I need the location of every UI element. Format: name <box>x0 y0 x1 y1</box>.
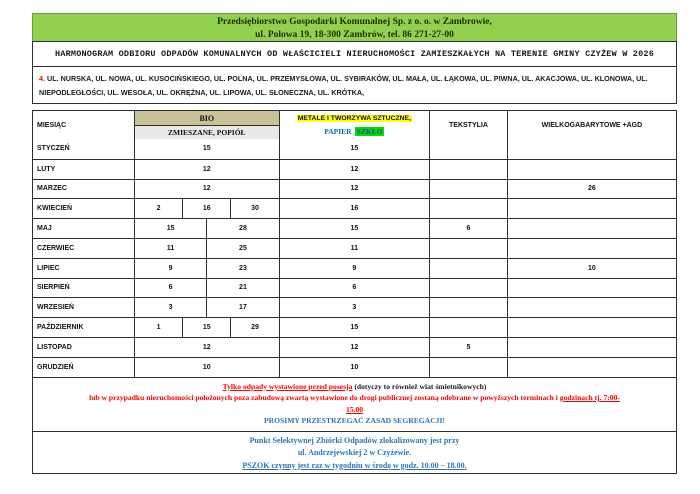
pszok-hours: PSZOK czynny jest raz w tygodniu w środę w godz. 10.00 – 18.00. <box>242 460 467 470</box>
bio-date: 17 <box>206 298 278 317</box>
note-only-curbside: Tylko odpady wystawione przed posesja <box>222 381 353 391</box>
month-cell: LUTY <box>37 165 56 173</box>
wielkogabarytowe-cell <box>507 298 676 317</box>
bio-date: 30 <box>230 199 278 218</box>
bio-dates <box>135 358 279 377</box>
wielkogabarytowe-cell: 10 <box>507 259 676 278</box>
bio-date: 29 <box>230 318 278 337</box>
bio-date: 1 <box>156 324 161 332</box>
bio-date: 21 <box>206 279 278 298</box>
col-header-tekstylia: TEKSTYLIA <box>429 111 507 139</box>
bio-dates <box>135 219 279 238</box>
bio-date: 10 <box>202 363 211 371</box>
schedule-row <box>33 278 676 298</box>
bio-date: 15 <box>166 225 175 233</box>
wielkogabarytowe-cell <box>507 338 676 357</box>
bio-date: 23 <box>206 259 278 278</box>
tekstylia-cell <box>429 259 507 278</box>
metale-cell: 3 <box>279 298 429 317</box>
bio-date: 12 <box>202 343 211 351</box>
note-sheds: (dotyczy to również wiat śmietnikowych) <box>352 381 487 391</box>
schedule-row <box>33 218 676 238</box>
wielkogabarytowe-cell <box>507 318 676 337</box>
tekstylia-cell: 6 <box>429 219 507 238</box>
note-line-1 <box>33 381 676 393</box>
bio-dates <box>135 139 279 159</box>
col-header-papier-szklo-row <box>280 125 429 138</box>
metale-cell: 15 <box>279 219 429 238</box>
month-cell: SIERPIEŃ <box>37 284 70 292</box>
schedule-row <box>33 337 676 357</box>
bio-date: 12 <box>202 185 211 193</box>
month-cell: WRZESIEŃ <box>37 304 74 312</box>
wielkogabarytowe-cell <box>507 219 676 238</box>
wielkogabarytowe-cell <box>507 279 676 298</box>
col-header-metale-row <box>280 111 429 125</box>
bio-cell <box>134 219 279 238</box>
bio-date: 15 <box>182 318 230 337</box>
schedule-table-header <box>33 111 676 139</box>
pszok-line-1: Punkt Selektywnej Zbiórki Odpadów zlokalizowany jest przy <box>249 435 460 445</box>
wielkogabarytowe-cell <box>507 239 676 258</box>
pszok-line-2: ul. Andrzejewskiej 2 w Czyżewie. <box>297 448 412 458</box>
schedule-row <box>33 198 676 218</box>
bio-cell <box>134 199 279 218</box>
bio-cell <box>134 298 279 317</box>
tekstylia-cell: 5 <box>429 338 507 357</box>
schedule-row <box>33 258 676 278</box>
bio-cell <box>134 139 279 159</box>
bio-dates <box>135 338 279 357</box>
month-cell: GRUDZIEŃ <box>37 363 74 371</box>
month-cell: MAJ <box>37 225 52 233</box>
schedule-title: HARMONOGRAM ODBIORU ODPADÓW KOMUNALNYCH OD WŁAŚCICIELI NIERUCHOMOŚCI ZAMIESZKAŁYCH NA TERENIE GMINY CZYŻEW W 2026 <box>55 49 654 59</box>
route-number: 4. <box>39 74 45 83</box>
wielkogabarytowe-cell: 26 <box>507 180 676 199</box>
bio-cell <box>134 160 279 179</box>
month-cell: PAŹDZIERNIK <box>37 324 84 332</box>
metale-cell: 15 <box>279 318 429 337</box>
bio-dates <box>135 318 279 337</box>
col-header-bio: BIO <box>135 111 279 126</box>
bio-cell <box>134 318 279 337</box>
month-cell: CZERWIEC <box>37 244 75 252</box>
metale-cell: 12 <box>279 160 429 179</box>
bio-cell <box>134 180 279 199</box>
month-cell: KWIECIEŃ <box>37 205 72 213</box>
col-header-papier: PAPIER <box>324 127 352 136</box>
streets-list-row <box>32 66 677 104</box>
metale-cell: 12 <box>279 338 429 357</box>
schedule-body <box>33 139 676 377</box>
bio-date: 11 <box>166 244 175 252</box>
wielkogabarytowe-cell <box>507 199 676 218</box>
note-rural: lub w przypadku nieruchomości położonych poza zabudową zwartą wystawione do drogi publicznej zostaną odebrane w powyższych terminach i <box>89 393 560 403</box>
schedule-table <box>32 110 677 378</box>
month-cell: LIPIEC <box>37 264 60 272</box>
note-hours-b: 15.00 <box>345 404 364 414</box>
bio-dates <box>135 180 279 199</box>
streets-list: UL. NURSKA, UL. NOWA, UL. KUSOCIŃSKIEGO, UL. POLNA, UL. PRZEMYSŁOWA, UL. SYBIRAKÓW, UL. MAŁA, UL. ŁĄKOWA, UL. PIWNA, UL. AKACJOWA, UL. KLONOWA, UL. NIEPODLEGŁOŚCI, UL. WESOŁA, UL. OKRĘŻNA, UL. LIPOWA, UL. SŁONECZNA, UL. KRÓTKA, <box>39 74 648 97</box>
tekstylia-cell <box>429 358 507 377</box>
metale-cell: 15 <box>279 139 429 159</box>
note-hours-a: godzinach tj. 7:00- <box>559 393 620 403</box>
bio-cell <box>134 239 279 258</box>
note-line-2 <box>33 392 676 404</box>
tekstylia-cell <box>429 180 507 199</box>
bio-dates <box>135 279 279 298</box>
bio-dates <box>135 298 279 317</box>
pszok-section <box>32 431 677 474</box>
schedule-row <box>33 317 676 337</box>
bio-date: 6 <box>168 284 173 292</box>
metale-cell: 6 <box>279 279 429 298</box>
company-banner <box>32 13 677 42</box>
tekstylia-cell <box>429 239 507 258</box>
tekstylia-cell <box>429 279 507 298</box>
col-header-szklo: SZKŁO <box>356 127 383 136</box>
col-header-month: MIESIĄC <box>37 121 67 129</box>
month-cell: LISTOPAD <box>37 343 72 351</box>
bio-date: 16 <box>182 199 230 218</box>
schedule-title-row <box>32 41 677 67</box>
tekstylia-cell <box>429 199 507 218</box>
bio-cell <box>134 358 279 377</box>
metale-cell: 11 <box>279 239 429 258</box>
schedule-row <box>33 139 676 159</box>
month-cell: STYCZEŃ <box>37 145 70 153</box>
tekstylia-cell <box>429 160 507 179</box>
document-content <box>32 14 677 474</box>
col-header-metale-group <box>279 111 429 139</box>
schedule-row <box>33 238 676 258</box>
notes-section <box>32 377 677 432</box>
bio-dates <box>135 259 279 278</box>
bio-dates <box>135 239 279 258</box>
tekstylia-cell <box>429 139 507 159</box>
schedule-row <box>33 159 676 179</box>
bio-date: 15 <box>202 145 211 153</box>
bio-cell <box>134 259 279 278</box>
schedule-row <box>33 357 676 377</box>
col-header-metale: METALE I TWORZYWA SZTUCZNE, <box>297 114 411 122</box>
metale-cell: 10 <box>279 358 429 377</box>
bio-date: 28 <box>206 219 278 238</box>
bio-date: 25 <box>206 239 278 258</box>
metale-cell: 16 <box>279 199 429 218</box>
schedule-row <box>33 297 676 317</box>
tekstylia-cell <box>429 318 507 337</box>
company-name: Przedsiębiorstwo Gospodarki Komunalnej Sp. z o. o. w Zambrowie, <box>217 17 492 27</box>
company-address: ul. Polowa 19, 18-300 Zambrów, tel. 86 271-27-00 <box>255 30 454 40</box>
bio-date: 12 <box>202 165 211 173</box>
col-header-bio-group <box>134 111 279 139</box>
wielkogabarytowe-cell <box>507 358 676 377</box>
bio-dates <box>135 199 279 218</box>
bio-date: 9 <box>168 264 173 272</box>
bio-cell <box>134 338 279 357</box>
col-header-wielkogabarytowe: WIELKOGABARYTOWE +AGD <box>507 111 676 139</box>
tekstylia-cell <box>429 298 507 317</box>
metale-cell: 12 <box>279 180 429 199</box>
wielkogabarytowe-cell <box>507 160 676 179</box>
bio-date: 3 <box>168 304 173 312</box>
bio-date: 2 <box>156 205 161 213</box>
metale-cell: 9 <box>279 259 429 278</box>
bio-dates <box>135 160 279 179</box>
col-header-zmieszane: ZMIESZANE, POPIÓŁ <box>135 126 279 139</box>
month-cell: MARZEC <box>37 185 67 193</box>
note-segregation: PROSIMY PRZESTRZEGAĆ ZASAD SEGREGACJI! <box>264 416 445 426</box>
wielkogabarytowe-cell <box>507 139 676 159</box>
bio-cell <box>134 279 279 298</box>
schedule-row <box>33 179 676 199</box>
